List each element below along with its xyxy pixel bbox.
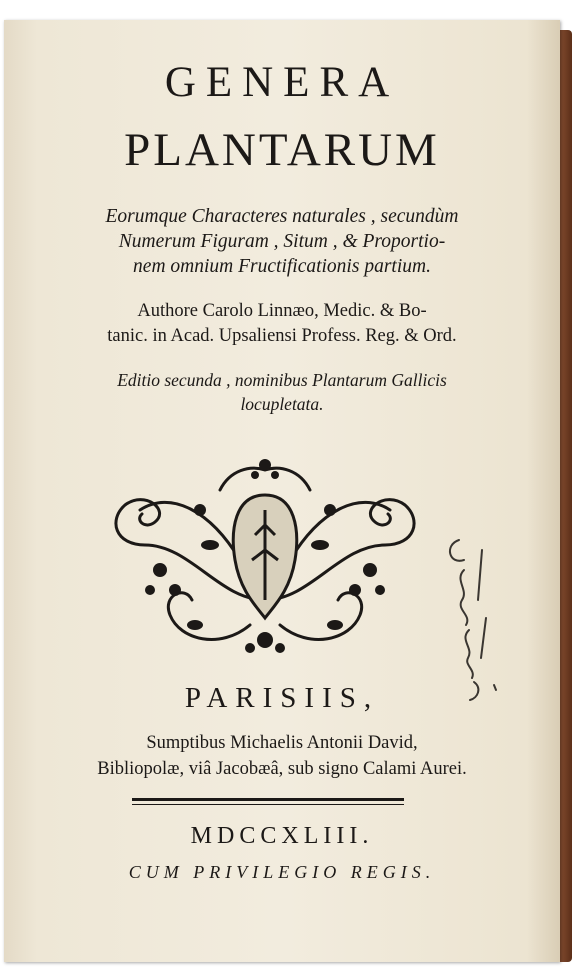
author-line-2: tanic. in Acad. Upsaliensi Profess. Reg. & Ord.	[107, 326, 457, 346]
imprint-place: PARISIIS,	[184, 682, 380, 714]
title-line-plantarum: PLANTARUM	[124, 124, 440, 176]
floral-ornament-icon	[100, 450, 430, 660]
double-rule-thick	[132, 798, 404, 801]
double-rule-thin	[132, 804, 404, 805]
subtitle-line-3: nem omnium Fructificationis partium.	[133, 256, 431, 277]
subtitle-line-1: Eorumque Characteres naturales , secundùm	[105, 206, 459, 227]
publisher-line-1: Sumptibus Michaelis Antonii David,	[146, 733, 418, 753]
title-line-genera: GENERA	[164, 59, 400, 106]
edition-line-2: locupletata.	[240, 394, 324, 414]
royal-privilege: CUM PRIVILEGIO REGIS.	[128, 862, 436, 882]
publisher-line-2: Bibliopolæ, viâ Jacobæâ, sub signo Calami Aurei.	[97, 759, 467, 779]
author-line-1: Authore Carolo Linnæo, Medic. & Bo-	[137, 301, 427, 321]
publication-year: MDCCXLIII.	[190, 823, 374, 849]
subtitle-line-2: Numerum Figuram , Situm , & Proportio-	[118, 231, 446, 252]
edition-line-1: Editio secunda , nominibus Plantarum Gallicis	[117, 370, 447, 390]
title-page	[4, 20, 560, 962]
